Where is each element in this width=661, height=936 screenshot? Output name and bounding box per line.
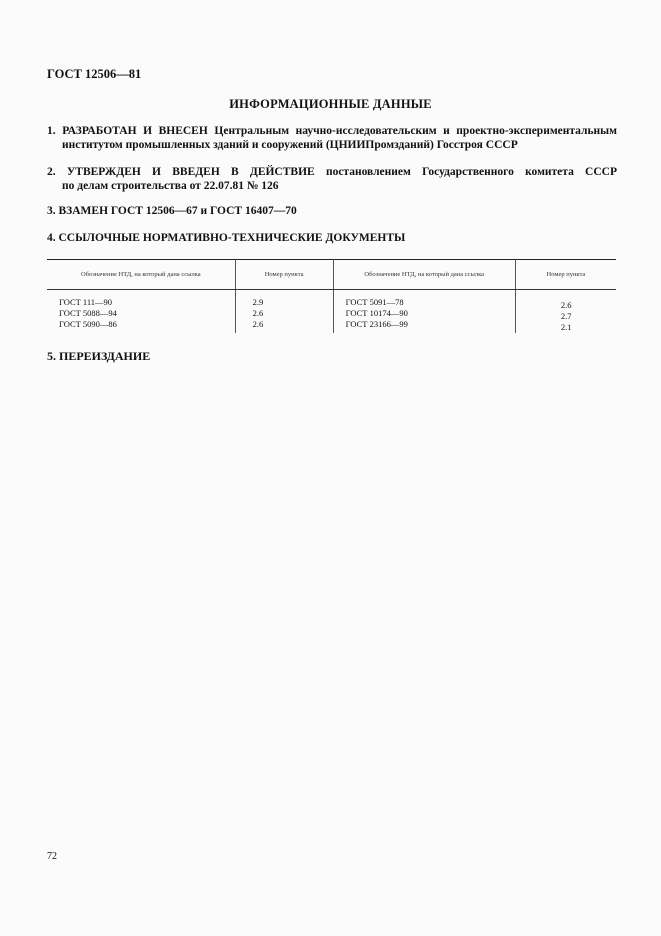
doc-cell: ГОСТ 23166—99 [345, 319, 408, 329]
page-number: 72 [47, 851, 57, 862]
item-reissue: 5. ПЕРЕИЗДАНИЕ [47, 349, 151, 363]
item-approved-text: постановлением Государственного комитета СССР [325, 166, 617, 178]
clause-cell: 2.6 [560, 300, 572, 310]
item-developed-text: Центральным научно-исследовательским и проектно-экспериментальным [214, 125, 617, 137]
col-header-designation: Обозначение НТД, на который дана ссылка [47, 260, 235, 290]
doc-cell: ГОСТ 5091—78 [345, 297, 404, 307]
clause-cell: 2.6 [252, 308, 264, 318]
doc-cell: ГОСТ 10174—90 [345, 308, 408, 318]
item-developed-lead: 1. РАЗРАБОТАН И ВНЕСЕН [47, 125, 208, 137]
references-table [47, 259, 616, 333]
document-code: ГОСТ 12506—81 [47, 67, 142, 81]
item-developed [47, 125, 617, 152]
col-header-designation-2: Обозначение НТД, на который дана ссылка [333, 260, 515, 290]
clause-cell: 2.7 [560, 311, 572, 321]
table-row [47, 290, 616, 334]
item-developed-line2: институтом промышленных зданий и сооружений (ЦНИИПромзданий) Госстроя СССР [62, 138, 518, 151]
item-references-heading: 4. ССЫЛОЧНЫЕ НОРМАТИВНО-ТЕХНИЧЕСКИЕ ДОКУМЕНТЫ [47, 232, 406, 244]
item-approved-line2: по делам строительства от 22.07.81 № 126 [62, 179, 279, 192]
doc-cell: ГОСТ 5090—86 [59, 319, 117, 329]
doc-cell: ГОСТ 111—90 [59, 297, 113, 307]
clause-cell: 2.9 [252, 297, 264, 307]
col-header-clause: Номер пункта [235, 260, 333, 290]
item-approved-lead: 2. УТВЕРЖДЕН И ВВЕДЕН В ДЕЙСТВИЕ [47, 166, 315, 178]
col-header-clause-2: Номер пункта [515, 260, 616, 290]
item-approved-line1 [47, 166, 617, 180]
clause-cell: 2.6 [252, 319, 264, 329]
references-table-header [47, 260, 616, 290]
doc-cell: ГОСТ 5088—94 [59, 308, 117, 318]
item-approved [47, 166, 617, 193]
clause-cell: 2.1 [560, 322, 572, 332]
page-title: ИНФОРМАЦИОННЫЕ ДАННЫЕ [229, 97, 432, 111]
item-developed-line1 [47, 125, 617, 139]
item-replaces: 3. ВЗАМЕН ГОСТ 12506—67 и ГОСТ 16407—70 [47, 205, 297, 217]
